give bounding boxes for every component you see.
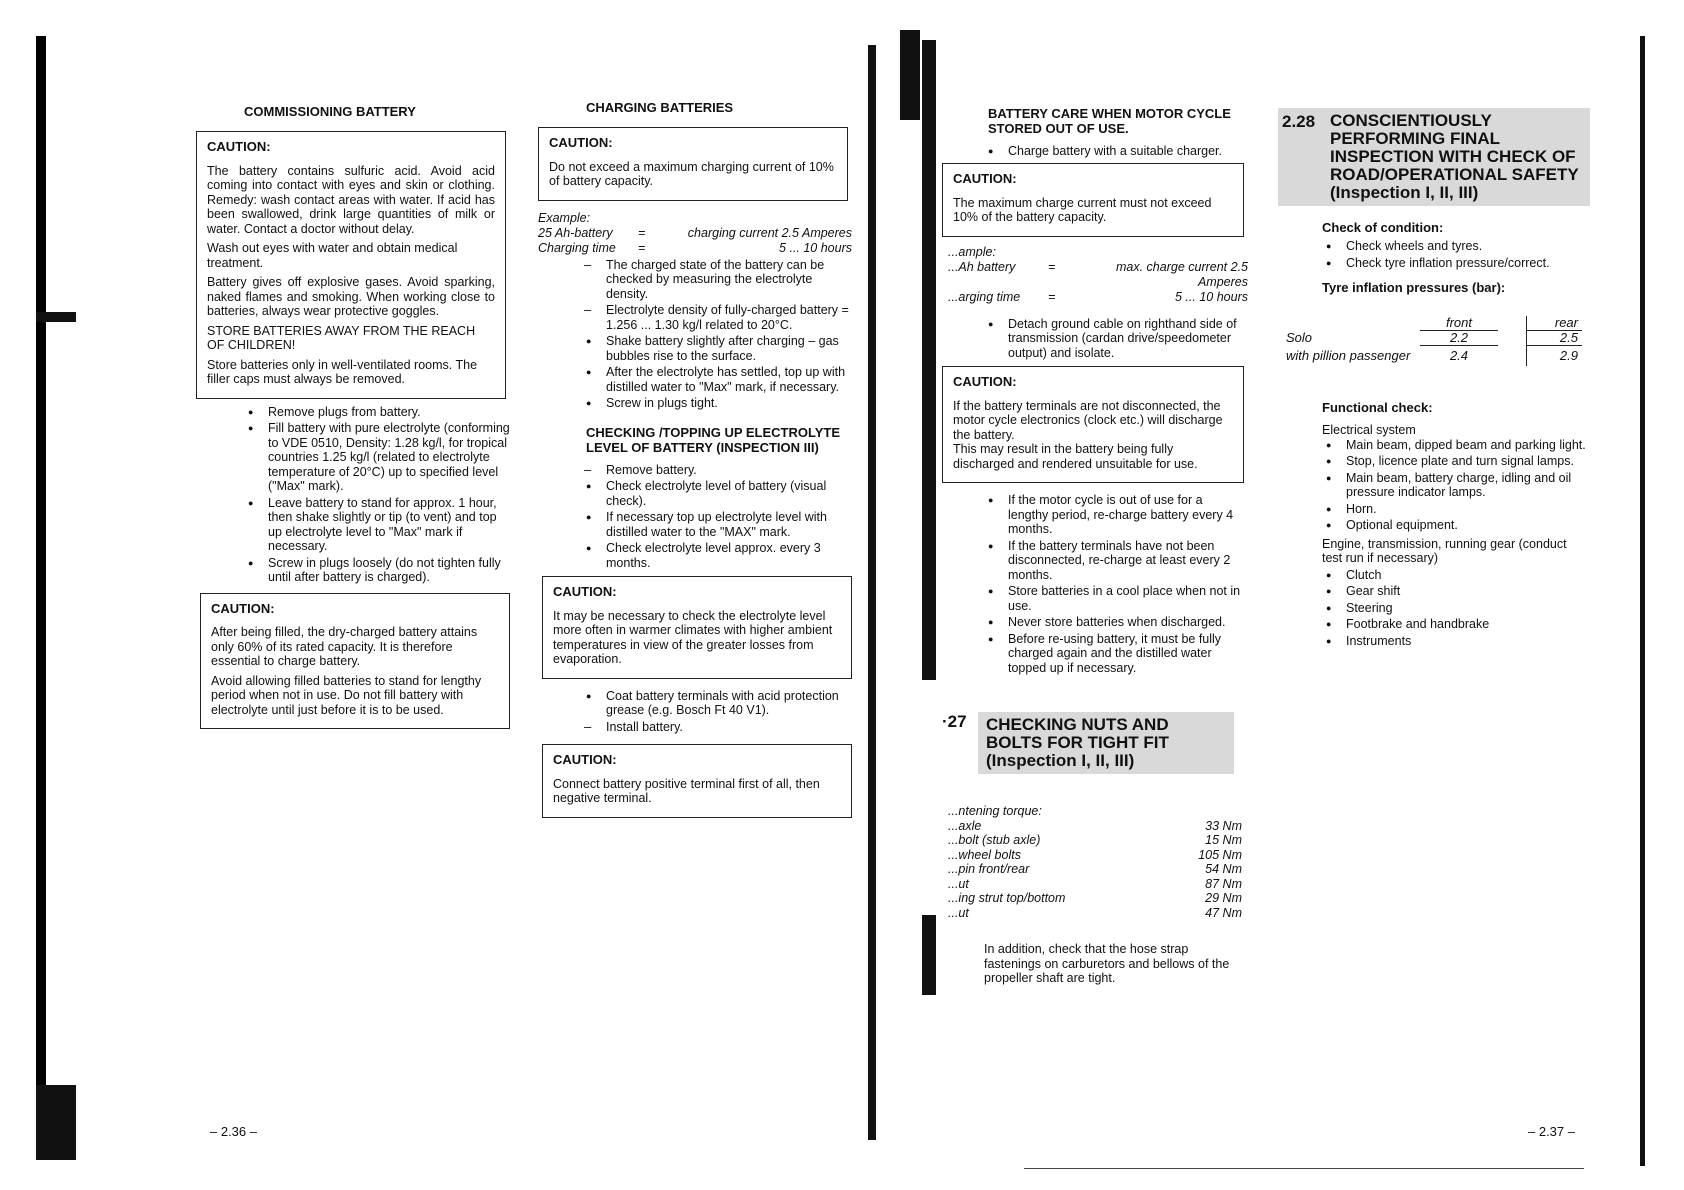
electrical-list <box>1322 438 1590 533</box>
example-right: max. charge current 2.5 Amperes <box>1115 259 1248 289</box>
list-item: ● Stop, licence plate and turn signal lamps. <box>1322 454 1590 469</box>
pressure-label: with pillion passenger <box>1286 347 1411 363</box>
list-item: ● Fill battery with pure electrolyte (conforming to VDE 0510, Density: 1.28 kg/l, for tropical countries 1.25 kg/l (related to electrolyte temperature of 20°C) up to specified level ("Max" mark). <box>244 421 512 494</box>
torque-name: ...ing strut top/bottom <box>948 891 1066 905</box>
list-item: ● Steering <box>1322 601 1590 616</box>
gutter-shadow <box>900 30 920 120</box>
example-right: 5 ... 10 hours <box>779 240 852 255</box>
list-item: ● Detach ground cable on righthand side of transmission (cardan drive/speedometer output) and isolate. <box>984 317 1246 361</box>
torque-block <box>948 804 1242 920</box>
caution-text: Battery gives off explosive gases. Avoid sparking, naked flames and smoking. When working close to batteries, always wear protective goggles. <box>207 275 495 318</box>
list-item: – Electrolyte density of fully-charged battery = 1.256 ... 1.30 kg/l related to 20°C. <box>582 303 852 332</box>
example-left: 25 Ah-battery <box>538 225 613 240</box>
pressure-title: Tyre inflation pressures (bar): <box>1322 280 1506 295</box>
binding-edge-mark <box>36 312 76 322</box>
example-row <box>948 260 1248 290</box>
caution-caption: CAUTION: <box>953 374 1017 389</box>
gutter-shadow <box>922 915 936 995</box>
list-item: – The charged state of the battery can be checked by measuring the electrolyte density. <box>582 258 852 302</box>
caution-text: STORE BATTERIES AWAY FROM THE REACH OF CHILDREN! <box>207 323 476 352</box>
pressure-rear: 2.5 <box>1527 331 1583 346</box>
list-item: ● If the battery terminals have not been disconnected, re-charge at least every 2 months. <box>984 539 1246 583</box>
caution-text: After being filled, the dry-charged battery attains only 60% of its rated capacity. It is therefore essential to charge battery. <box>211 625 478 668</box>
storage-list <box>984 317 1246 361</box>
example-eq: = <box>1048 289 1056 304</box>
caution-box <box>542 576 852 679</box>
torque-value: 29 Nm <box>1205 891 1242 905</box>
list-item: ● Horn. <box>1322 502 1590 517</box>
torque-row <box>948 862 1242 877</box>
caution-text: This may result in the battery being fully discharged and rendered unsuitable for use. <box>953 442 1198 471</box>
pressure-label: Solo <box>1286 330 1313 345</box>
list-item: ● Gear shift <box>1322 584 1590 599</box>
example-left: Charging time <box>538 240 616 255</box>
list-item: ● Screw in plugs tight. <box>582 396 852 411</box>
engine-label: Engine, transmission, running gear (conduct test run if necessary) <box>1322 536 1567 565</box>
charging-column <box>538 100 852 818</box>
caution-box <box>942 366 1244 483</box>
storage-column <box>942 106 1248 677</box>
example-right: 5 ... 10 hours <box>1175 289 1248 304</box>
topping-list <box>582 463 852 571</box>
torque-value: 33 Nm <box>1205 818 1242 833</box>
caution-text: If the battery terminals are not disconnected, the motor cycle electronics (clock etc.) will discharge the battery. <box>953 398 1223 442</box>
list-item: ● Footbrake and handbrake <box>1322 617 1590 632</box>
pressure-rear: 2.9 <box>1559 347 1578 363</box>
gutter-shadow <box>868 45 876 1140</box>
list-item: ● Coat battery terminals with acid protection grease (e.g. Bosch Ft 40 V1). <box>582 689 852 718</box>
pressure-front: 2.4 <box>1449 347 1469 363</box>
charging-title: CHARGING BATTERIES <box>586 100 734 115</box>
list-item: ● Charge battery with a suitable charger. <box>984 144 1248 159</box>
engine-list <box>1322 568 1590 649</box>
condition-title: Check of condition: <box>1322 220 1444 235</box>
footer-rule <box>1024 1168 1584 1169</box>
torque-name: ...pin front/rear <box>948 862 1030 876</box>
example-left: ...arging time <box>948 289 1021 304</box>
torque-row <box>948 906 1242 921</box>
torque-label: ...ntening torque: <box>948 804 1042 818</box>
example-block <box>538 211 852 256</box>
list-item: ● Before re-using battery, it must be fully charged again and the distilled water topped up if necessary. <box>984 632 1246 676</box>
caution-text: Avoid allowing filled batteries to stand for lengthy period when not in use. Do not fill battery with electrolyte until just before it is to be used. <box>211 673 482 717</box>
list-item: ● Main beam, dipped beam and parking light. <box>1322 438 1590 453</box>
caution-text: The battery contains sulfuric acid. Avoid acid coming into contact with eyes and skin or clothing. Remedy: wash contact areas with water. If acid has been swallowed, drink large quantities of milk or water. Contact a doctor without delay. <box>207 163 495 236</box>
torque-row <box>948 819 1242 834</box>
torque-row <box>948 848 1242 863</box>
torque-value: 87 Nm <box>1205 876 1242 891</box>
torque-name: ...ut <box>948 905 969 920</box>
commissioning-steps <box>244 405 512 585</box>
example-left: ...Ah battery <box>948 259 1016 274</box>
list-item: ● Check wheels and tyres. <box>1322 239 1590 254</box>
caution-box <box>196 131 506 399</box>
nuts-note: In addition, check that the hose strap fastenings on carburetors and bellows of the propeller shaft are tight. <box>984 942 1230 985</box>
storage-title: BATTERY CARE WHEN MOTOR CYCLE STORED OUT OF USE. <box>988 106 1231 136</box>
caution-text: Do not exceed a maximum charging current of 10% of battery capacity. <box>549 159 834 188</box>
list-item: ● After the electrolyte has settled, top up with distilled water to "Max" mark, if necessary. <box>582 365 852 394</box>
caution-box <box>200 593 510 730</box>
example-row <box>538 226 852 241</box>
caution-caption: CAUTION: <box>211 600 275 616</box>
electrical-label: Electrical system <box>1322 423 1416 437</box>
caution-caption: CAUTION: <box>553 584 617 599</box>
caution-text: Wash out eyes with water and obtain medical treatment. <box>207 241 458 270</box>
gutter-shadow <box>922 40 936 680</box>
list-item: ● If the motor cycle is out of use for a lengthy period, re-charge battery every 4 months. <box>984 493 1246 537</box>
commissioning-column <box>196 104 508 729</box>
torque-value: 105 Nm <box>1198 847 1242 862</box>
example-label: ...ample: <box>948 244 996 259</box>
caution-text: Connect battery positive terminal first of all, then negative terminal. <box>553 776 820 805</box>
example-row <box>538 241 852 256</box>
caution-caption: CAUTION: <box>549 135 613 150</box>
functional-title: Functional check: <box>1322 400 1433 415</box>
caution-text: It may be necessary to check the electrolyte level more often in warmer climates with higher ambient temperatures in view of the greater losses from evaporation. <box>553 608 833 666</box>
list-item: ● Check tyre inflation pressure/correct. <box>1322 256 1590 271</box>
torque-row <box>948 891 1242 906</box>
example-right: charging current 2.5 Amperes <box>687 225 852 240</box>
caution-box <box>538 127 848 201</box>
binding-edge-mark <box>36 1085 76 1160</box>
storage-list <box>984 144 1248 159</box>
list-item: – Install battery. <box>582 720 852 735</box>
list-item: – Remove battery. <box>582 463 852 478</box>
list-item: ● Clutch <box>1322 568 1590 583</box>
list-item: ● Shake battery slightly after charging – gas bubbles rise to the surface. <box>582 334 852 363</box>
example-eq: = <box>1048 259 1056 274</box>
torque-row <box>948 877 1242 892</box>
page-number: – 2.37 – <box>1528 1124 1575 1139</box>
section-title: CONSCIENTIOUSLY PERFORMING FINAL INSPECTION WITH CHECK OF ROAD/OPERATIONAL SAFETY (Inspection I, II, III) <box>1330 111 1579 202</box>
topping-title: CHECKING /TOPPING UP ELECTROLYTE LEVEL OF BATTERY (INSPECTION III) <box>586 424 841 455</box>
list-item: ● Optional equipment. <box>1322 518 1590 533</box>
list-item: ● Main beam, battery charge, idling and oil pressure indicator lamps. <box>1322 471 1590 500</box>
list-item: ● Screw in plugs loosely (do not tighten fully until after battery is charged). <box>244 556 512 585</box>
table-row <box>1282 346 1582 366</box>
caution-text: Store batteries only in well-ventilated rooms. The filler caps must always be removed. <box>207 357 478 386</box>
condition-list <box>1322 239 1590 270</box>
nuts-heading <box>942 712 1242 774</box>
section-number: 2.28 <box>1282 112 1316 131</box>
caution-box <box>942 163 1244 237</box>
functional-column <box>1322 400 1590 650</box>
example-row <box>948 290 1248 305</box>
torque-value: 47 Nm <box>1205 905 1242 920</box>
torque-name: ...wheel bolts <box>948 847 1021 862</box>
torque-name: ...axle <box>948 818 982 833</box>
caution-caption: CAUTION: <box>553 752 617 767</box>
list-item: ● Never store batteries when discharged. <box>984 615 1246 630</box>
final-heading <box>1278 108 1590 206</box>
list-item: ● If necessary top up electrolyte level with distilled water to the "MAX" mark. <box>582 510 852 539</box>
list-item: ● Check electrolyte level approx. every 3 months. <box>582 541 852 570</box>
pressure-front: 2.2 <box>1420 331 1498 346</box>
final-column <box>1322 220 1590 295</box>
caution-box <box>542 744 852 818</box>
torque-value: 54 Nm <box>1205 862 1242 876</box>
gutter-shadow <box>1640 36 1645 1166</box>
torque-row <box>948 833 1242 848</box>
charging-list <box>582 258 852 411</box>
commissioning-title: COMMISSIONING BATTERY <box>244 104 416 119</box>
example-eq: = <box>638 240 646 255</box>
pressure-header-front: front <box>1420 316 1498 331</box>
list-item: ● Remove plugs from battery. <box>244 405 512 420</box>
section-number: ·27 <box>942 712 967 731</box>
torque-name: ...bolt (stub axle) <box>948 833 1041 847</box>
torque-value: 15 Nm <box>1205 833 1242 847</box>
pressure-table <box>1282 316 1582 366</box>
page-number: – 2.36 – <box>210 1124 257 1139</box>
caution-caption: CAUTION: <box>207 139 271 154</box>
table-row <box>1282 331 1582 346</box>
example-block <box>948 245 1248 305</box>
list-item: ● Check electrolyte level of battery (visual check). <box>582 479 852 508</box>
list-item: ● Store batteries in a cool place when not in use. <box>984 584 1246 613</box>
storage-list <box>984 493 1246 675</box>
list-item: ● Instruments <box>1322 634 1590 649</box>
caution-text: The maximum charge current must not exceed 10% of the battery capacity. <box>953 195 1212 224</box>
example-label: Example: <box>538 210 591 225</box>
list-item: ● Leave battery to stand for approx. 1 hour, then shake slightly or tip (to vent) and top up electrolyte level to "Max" mark if necessary. <box>244 496 512 554</box>
torque-name: ...ut <box>948 876 969 891</box>
pressure-header-rear: rear <box>1527 316 1583 331</box>
section-title: CHECKING NUTS AND BOLTS FOR TIGHT FIT (Inspection I, II, III) <box>978 712 1234 774</box>
caution-caption: CAUTION: <box>953 171 1017 186</box>
binding-edge-mark <box>36 36 64 1136</box>
final-list <box>582 689 852 735</box>
example-eq: = <box>638 225 646 240</box>
